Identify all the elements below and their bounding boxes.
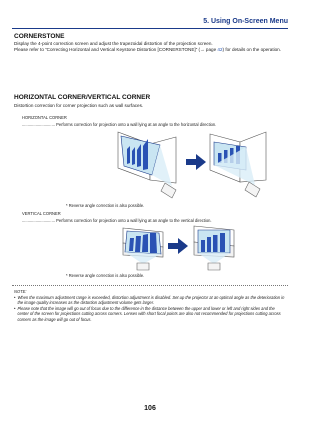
projector-right-vertical	[208, 263, 220, 270]
vertical-footnote: * Reverse angle correction is also possible.	[66, 273, 145, 278]
horizontal-footnote: * Reverse angle correction is also possible.	[66, 203, 145, 208]
note-bullet	[14, 306, 286, 322]
bullet-icon: •	[14, 295, 16, 300]
note-text: Please note that the image will go out of focus due to the difference in the distance between the upper and lower or left and right sides and the center of the screen for projections cutting across corners. Lenses with short focal points are also not recommended for projections cutting across corners as the image will go out of focus.	[17, 305, 281, 322]
vertical-corner-label: VERTICAL CORNER	[22, 211, 61, 216]
hv-corner-title: HORIZONTAL CORNER/VERTICAL CORNER	[14, 94, 151, 101]
arrow-right-icon	[168, 238, 188, 254]
vertical-beam-before	[125, 252, 161, 264]
page-number: 106	[144, 405, 156, 412]
projector-left-vertical	[137, 263, 149, 270]
vertical-beam-after	[198, 253, 230, 264]
note-rule	[12, 285, 288, 287]
note-text: When the maximum adjustment range is exceeded, distortion adjustment is disabled. Set up the projector at an optimal angle as the deterioration in the image quality increases as the distortion adjustment volume gets larger.	[17, 295, 285, 306]
cornerstone-line1: Display the 4-point correction screen and adjust the trapezoidal distortion of the projection screen.	[14, 41, 213, 46]
bullet-icon: •	[14, 305, 16, 311]
hv-intro: Distortion correction for corner projection such as wall surfaces.	[14, 103, 144, 108]
note-list	[14, 295, 286, 322]
cornerstone-ref-prefix: Please refer to “Correcting Horizontal and Vertical Keystone Distortion [CORNERSTONE]” (→ page	[14, 47, 218, 53]
section-header: 5. Using On-Screen Menu	[203, 18, 288, 25]
note-bullet	[14, 295, 286, 306]
horizontal-corner-label: HORIZONTAL CORNER	[22, 115, 67, 120]
vertical-wall-after	[194, 226, 234, 257]
vertical-corner-desc: ............................. Performs correction for projection onto a wall lying at an angle to the vertical direction.	[22, 218, 212, 223]
page-42-link[interactable]: 42	[217, 47, 223, 53]
horizontal-corner-desc: ............................. Performs correction for projection onto a wall lying at an angle to the horizontal direction.	[22, 122, 217, 127]
cornerstone-title: CORNERSTONE	[14, 33, 65, 40]
cornerstone-ref-suffix: ) for details on the operation.	[222, 47, 282, 53]
note-label: NOTE:	[14, 289, 27, 294]
